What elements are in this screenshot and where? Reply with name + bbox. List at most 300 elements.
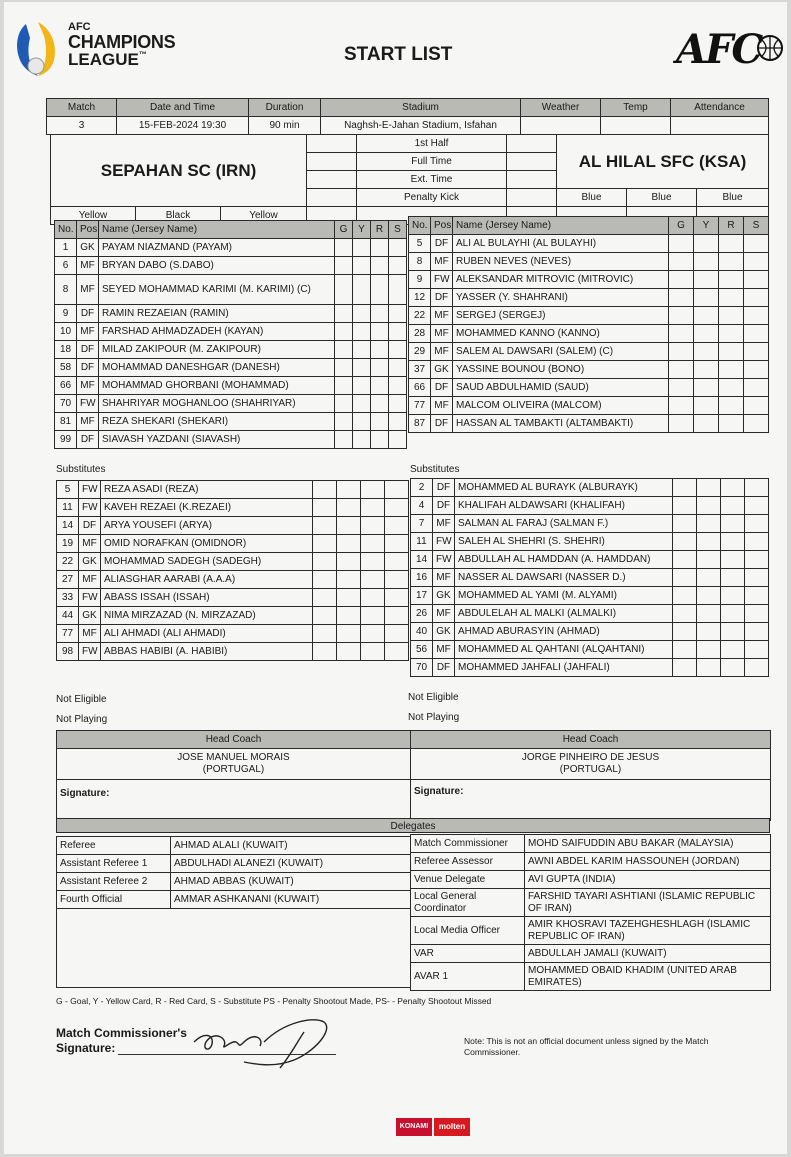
player-number: 9: [409, 271, 431, 289]
away-not-eligible: Not Eligible: [408, 692, 459, 703]
delegate-row: [411, 917, 771, 945]
stat-cell-s: [744, 415, 769, 433]
table-row: [411, 659, 769, 677]
stat-cell-y: [697, 569, 721, 587]
match-stadium: Naghsh-E-Jahan Stadium, Isfahan: [321, 117, 521, 135]
player-name: ALEKSANDAR MITROVIC (MITROVIC): [453, 271, 669, 289]
home-player-rows: [55, 239, 407, 449]
delegate-row: [411, 963, 771, 991]
stat-cell-y: [697, 623, 721, 641]
stat-cell-g: [669, 397, 694, 415]
stat-cell-g: [669, 253, 694, 271]
table-row: [55, 275, 407, 305]
stat-cell-r: [721, 659, 745, 677]
away-coach-cell: [411, 749, 771, 780]
away-kit-socks: Blue: [697, 189, 769, 207]
stat-cell-r: [721, 605, 745, 623]
stat-cell-s: [389, 257, 407, 275]
player-position: DF: [431, 235, 453, 253]
player-name: SALEM AL DAWSARI (SALEM) (C): [453, 343, 669, 361]
stat-cell-g: [335, 257, 353, 275]
stat-cell-r: [719, 361, 744, 379]
player-position: MF: [433, 641, 455, 659]
delegate-row: [57, 873, 411, 891]
away-sub-rows: [411, 479, 769, 677]
stat-cell-s: [744, 271, 769, 289]
stat-cell-y: [353, 239, 371, 257]
stat-cell-y: [337, 517, 361, 535]
table-row: [55, 257, 407, 275]
player-number: 1: [55, 239, 77, 257]
player-name: YASSINE BOUNOU (BONO): [453, 361, 669, 379]
stat-cell-s: [744, 343, 769, 361]
delegate-role: Referee: [57, 837, 171, 855]
stat-cell-y: [697, 641, 721, 659]
player-name: SAUD ABDULHAMID (SAUD): [453, 379, 669, 397]
stat-cell-y: [353, 323, 371, 341]
player-number: 11: [57, 499, 79, 517]
col-y: Y: [694, 217, 719, 235]
header-date-time: Date and Time: [117, 99, 249, 117]
player-position: MF: [77, 377, 99, 395]
col-g: G: [335, 221, 353, 239]
stat-cell-r: [721, 569, 745, 587]
home-subs-label: Substitutes: [56, 464, 106, 475]
stat-cell-y: [353, 257, 371, 275]
delegate-row: [411, 835, 771, 853]
player-number: 9: [55, 305, 77, 323]
stat-cell-y: [337, 607, 361, 625]
player-name: MOHAMMED AL BURAYK (ALBURAYK): [455, 479, 673, 497]
period-1st-half: 1st Half: [357, 135, 507, 153]
table-row: [409, 343, 769, 361]
stat-cell-s: [745, 569, 769, 587]
table-row: [57, 499, 409, 517]
player-name: SIAVASH YAZDANI (SIAVASH): [99, 431, 335, 449]
player-position: MF: [433, 515, 455, 533]
stat-cell-g: [673, 551, 697, 569]
player-number: 70: [55, 395, 77, 413]
stat-cell-s: [385, 625, 409, 643]
stat-cell-y: [337, 589, 361, 607]
logo-tm: ™: [138, 50, 147, 59]
player-position: MF: [79, 535, 101, 553]
table-row: [55, 305, 407, 323]
player-name: MALCOM OLIVEIRA (MALCOM): [453, 397, 669, 415]
stat-cell-r: [371, 341, 389, 359]
delegates-title: Delegates: [56, 818, 770, 833]
table-row: [55, 341, 407, 359]
table-row: [409, 271, 769, 289]
player-position: FW: [77, 395, 99, 413]
delegate-name: AMMAR ASHKANANI (KUWAIT): [171, 891, 411, 909]
stat-cell-y: [694, 235, 719, 253]
table-row: [411, 497, 769, 515]
col-s: S: [389, 221, 407, 239]
player-name: MOHAMMAD SADEGH (SADEGH): [101, 553, 313, 571]
stat-cell-g: [335, 341, 353, 359]
stat-cell-r: [721, 623, 745, 641]
delegate-row: [411, 853, 771, 871]
player-name: RUBEN NEVES (NEVES): [453, 253, 669, 271]
player-number: 2: [411, 479, 433, 497]
stat-cell-s: [389, 413, 407, 431]
player-position: FW: [431, 271, 453, 289]
stat-cell-y: [337, 499, 361, 517]
player-position: FW: [79, 481, 101, 499]
stat-cell-s: [389, 395, 407, 413]
delegate-role: Assistant Referee 1: [57, 855, 171, 873]
stat-cell-y: [694, 343, 719, 361]
delegate-name: AHMAD ALALI (KUWAIT): [171, 837, 411, 855]
player-number: 33: [57, 589, 79, 607]
stat-cell-g: [335, 323, 353, 341]
stat-cell-r: [719, 325, 744, 343]
col-pos: Pos: [431, 217, 453, 235]
stat-cell-y: [694, 271, 719, 289]
stat-cell-r: [371, 413, 389, 431]
stat-cell-y: [337, 481, 361, 499]
player-position: DF: [433, 497, 455, 515]
stat-cell-s: [385, 499, 409, 517]
delegate-name: AHMAD ABBAS (KUWAIT): [171, 873, 411, 891]
player-number: 7: [411, 515, 433, 533]
player-position: FW: [433, 551, 455, 569]
stat-cell-s: [385, 553, 409, 571]
stat-cell-r: [371, 323, 389, 341]
player-name: SALEH AL SHEHRI (S. SHEHRI): [455, 533, 673, 551]
delegate-name: MOHAMMED OBAID KHADIM (UNITED ARAB EMIRATES): [525, 963, 771, 991]
home-team-name: SEPAHAN SC (IRN): [51, 135, 307, 207]
legend-text: G - Goal, Y - Yellow Card, R - Red Card, S - Substitute PS - Penalty Shootout Made, PS- - Penalty Shootout Missed: [56, 996, 492, 1006]
player-number: 18: [55, 341, 77, 359]
stat-cell-y: [353, 377, 371, 395]
stat-cell-r: [371, 239, 389, 257]
afc-logo: [676, 26, 786, 76]
player-name: YASSER (Y. SHAHRANI): [453, 289, 669, 307]
stat-cell-g: [313, 481, 337, 499]
player-name: ALI AL BULAYHI (AL BULAYHI): [453, 235, 669, 253]
header-weather: Weather: [521, 99, 601, 117]
stat-cell-s: [389, 431, 407, 449]
stat-cell-y: [694, 361, 719, 379]
delegate-row: [57, 837, 411, 855]
table-row: [409, 361, 769, 379]
stat-cell-y: [353, 341, 371, 359]
stat-cell-y: [694, 397, 719, 415]
player-position: MF: [77, 257, 99, 275]
period-full-time: Full Time: [357, 153, 507, 171]
afc-logo-text: AFC: [676, 26, 762, 73]
table-row: [409, 379, 769, 397]
stat-cell-y: [697, 587, 721, 605]
delegate-role: Match Commissioner: [411, 835, 525, 853]
delegate-name: FARSHID TAYARI ASHTIANI (ISLAMIC REPUBLIC OF IRAN): [525, 889, 771, 917]
player-position: MF: [79, 571, 101, 589]
stat-cell-g: [673, 587, 697, 605]
player-position: MF: [433, 605, 455, 623]
stat-cell-r: [721, 587, 745, 605]
stat-cell-r: [719, 271, 744, 289]
table-row: [411, 515, 769, 533]
table-row: [55, 413, 407, 431]
stat-cell-s: [389, 305, 407, 323]
stat-cell-g: [335, 275, 353, 305]
player-position: FW: [79, 589, 101, 607]
stat-cell-r: [361, 535, 385, 553]
acl-trophy-icon: [8, 18, 64, 80]
home-sub-rows: [57, 481, 409, 661]
stat-cell-s: [389, 239, 407, 257]
header-duration: Duration: [249, 99, 321, 117]
delegate-role: VAR: [411, 945, 525, 963]
player-position: GK: [431, 361, 453, 379]
player-number: 8: [55, 275, 77, 305]
col-r: R: [371, 221, 389, 239]
player-name: MILAD ZAKIPOUR (M. ZAKIPOUR): [99, 341, 335, 359]
player-number: 56: [411, 641, 433, 659]
player-number: 12: [409, 289, 431, 307]
stat-cell-r: [361, 499, 385, 517]
stat-cell-g: [673, 515, 697, 533]
stat-cell-r: [361, 643, 385, 661]
stat-cell-r: [719, 343, 744, 361]
table-row: [409, 289, 769, 307]
delegate-name: MOHD SAIFUDDIN ABU BAKAR (MALAYSIA): [525, 835, 771, 853]
stat-cell-g: [669, 415, 694, 433]
table-row: [55, 323, 407, 341]
player-name: ABASS ISSAH (ISSAH): [101, 589, 313, 607]
player-number: 5: [409, 235, 431, 253]
player-name: FARSHAD AHMADZADEH (KAYAN): [99, 323, 335, 341]
stat-cell-g: [313, 589, 337, 607]
player-number: 99: [55, 431, 77, 449]
player-name: MOHAMMED KANNO (KANNO): [453, 325, 669, 343]
delegate-row: [57, 855, 411, 873]
stat-cell-y: [337, 625, 361, 643]
table-row: [411, 569, 769, 587]
stat-cell-s: [745, 623, 769, 641]
delegate-name: AMIR KHOSRAVI TAZEHGHESHLAGH (ISLAMIC REPUBLIC OF IRAN): [525, 917, 771, 945]
delegate-role: Referee Assessor: [411, 853, 525, 871]
player-number: 66: [409, 379, 431, 397]
stat-cell-r: [719, 397, 744, 415]
table-row: [57, 625, 409, 643]
player-name: ABDULELAH AL MALKI (ALMALKI): [455, 605, 673, 623]
player-position: MF: [431, 253, 453, 271]
player-position: DF: [77, 341, 99, 359]
stat-cell-g: [673, 479, 697, 497]
stat-cell-s: [389, 377, 407, 395]
stat-cell-s: [745, 551, 769, 569]
period-ext-time: Ext. Time: [357, 171, 507, 189]
stat-cell-r: [371, 431, 389, 449]
home-kit-shirt: Yellow: [51, 207, 136, 225]
col-g: G: [669, 217, 694, 235]
player-number: 10: [55, 323, 77, 341]
player-number: 29: [409, 343, 431, 361]
stat-cell-g: [335, 395, 353, 413]
stat-cell-y: [697, 659, 721, 677]
logo-champions-text: CHAMPIONS: [68, 32, 176, 52]
match-duration: 90 min: [249, 117, 321, 135]
stat-cell-y: [694, 253, 719, 271]
player-number: 28: [409, 325, 431, 343]
delegate-role: Assistant Referee 2: [57, 873, 171, 891]
header-temp: Temp: [601, 99, 671, 117]
stat-cell-s: [745, 497, 769, 515]
sponsor-molten: [434, 1118, 470, 1136]
player-name: HASSAN AL TAMBAKTI (ALTAMBAKTI): [453, 415, 669, 433]
logo-afc-text: AFC: [68, 21, 91, 33]
stat-cell-g: [669, 379, 694, 397]
delegate-name: ABDULLAH JAMALI (KUWAIT): [525, 945, 771, 963]
player-number: 17: [411, 587, 433, 605]
player-name: ARYA YOUSEFI (ARYA): [101, 517, 313, 535]
stat-cell-y: [353, 305, 371, 323]
home-not-eligible: Not Eligible: [56, 694, 107, 705]
player-position: DF: [431, 379, 453, 397]
col-no: No.: [55, 221, 77, 239]
player-number: 22: [409, 307, 431, 325]
stat-cell-s: [385, 481, 409, 499]
home-kit-socks: Yellow: [221, 207, 307, 225]
stat-cell-y: [694, 289, 719, 307]
delegate-role: Venue Delegate: [411, 871, 525, 889]
player-number: 5: [57, 481, 79, 499]
away-player-rows: [409, 235, 769, 433]
stat-cell-y: [697, 497, 721, 515]
player-number: 81: [55, 413, 77, 431]
delegates-left-blank: [56, 908, 411, 988]
table-row: [57, 589, 409, 607]
player-name: MOHAMMAD DANESHGAR (DANESH): [99, 359, 335, 377]
stat-cell-r: [371, 359, 389, 377]
stat-cell-g: [313, 499, 337, 517]
stat-cell-g: [669, 325, 694, 343]
away-signature-label: Signature:: [411, 780, 771, 821]
stat-cell-s: [389, 359, 407, 377]
header-attendance: Attendance: [671, 99, 769, 117]
player-number: 19: [57, 535, 79, 553]
player-position: MF: [431, 307, 453, 325]
delegate-role: AVAR 1: [411, 963, 525, 991]
table-row: [411, 551, 769, 569]
player-name: ABBAS HABIBI (A. HABIBI): [101, 643, 313, 661]
table-row: [55, 395, 407, 413]
stat-cell-y: [353, 275, 371, 305]
stat-cell-g: [673, 569, 697, 587]
page-title: START LIST: [344, 44, 453, 65]
player-position: GK: [77, 239, 99, 257]
player-position: MF: [77, 323, 99, 341]
stat-cell-y: [697, 533, 721, 551]
stat-cell-s: [744, 289, 769, 307]
player-name: KHALIFAH ALDAWSARI (KHALIFAH): [455, 497, 673, 515]
stat-cell-s: [385, 589, 409, 607]
stat-cell-g: [313, 553, 337, 571]
stat-cell-g: [335, 239, 353, 257]
away-team-name: AL HILAL SFC (KSA): [557, 135, 769, 189]
player-name: REZA ASADI (REZA): [101, 481, 313, 499]
player-name: MOHAMMAD GHORBANI (MOHAMMAD): [99, 377, 335, 395]
stat-cell-y: [353, 413, 371, 431]
table-row: [55, 359, 407, 377]
stat-cell-s: [744, 307, 769, 325]
stat-cell-r: [371, 395, 389, 413]
table-row: [409, 415, 769, 433]
table-row: [411, 641, 769, 659]
away-coach-country: (PORTUGAL): [559, 764, 622, 775]
stat-cell-r: [361, 625, 385, 643]
home-subs-table: [56, 480, 409, 661]
stat-cell-y: [694, 307, 719, 325]
player-name: OMID NORAFKAN (OMIDNOR): [101, 535, 313, 553]
stat-cell-s: [745, 641, 769, 659]
stat-cell-y: [353, 395, 371, 413]
table-row: [57, 481, 409, 499]
player-position: FW: [79, 643, 101, 661]
col-s: S: [744, 217, 769, 235]
table-row: [55, 431, 407, 449]
stat-cell-y: [694, 415, 719, 433]
match-info-table: [46, 98, 769, 135]
delegates-right-table: [410, 834, 771, 991]
stat-cell-s: [745, 605, 769, 623]
player-number: 66: [55, 377, 77, 395]
stat-cell-r: [719, 253, 744, 271]
player-name: ABDULLAH AL HAMDDAN (A. HAMDDAN): [455, 551, 673, 569]
header-match: Match: [47, 99, 117, 117]
stat-cell-r: [719, 289, 744, 307]
away-kit-shirt: Blue: [557, 189, 627, 207]
stat-cell-r: [361, 553, 385, 571]
stat-cell-s: [385, 517, 409, 535]
player-name: AHMAD ABURASYIN (AHMAD): [455, 623, 673, 641]
player-position: FW: [433, 533, 455, 551]
player-position: DF: [77, 359, 99, 377]
player-position: GK: [79, 553, 101, 571]
player-number: 37: [409, 361, 431, 379]
delegate-role: Local General Coordinator: [411, 889, 525, 917]
stat-cell-r: [371, 257, 389, 275]
stat-cell-g: [673, 533, 697, 551]
stat-cell-y: [337, 553, 361, 571]
player-name: SALMAN AL FARAJ (SALMAN F.): [455, 515, 673, 533]
stat-cell-s: [745, 659, 769, 677]
mc-signature-label-1: Match Commissioner's: [56, 1026, 187, 1040]
delegates-right-rows: [411, 835, 771, 991]
delegates-left-rows: [57, 837, 411, 909]
delegate-row: [411, 889, 771, 917]
stat-cell-y: [337, 535, 361, 553]
away-subs-label: Substitutes: [410, 464, 460, 475]
player-name: BRYAN DABO (S.DABO): [99, 257, 335, 275]
player-position: MF: [431, 325, 453, 343]
stat-cell-r: [371, 275, 389, 305]
stat-cell-r: [721, 515, 745, 533]
player-number: 77: [409, 397, 431, 415]
stat-cell-s: [744, 361, 769, 379]
stat-cell-s: [389, 323, 407, 341]
period-penalty-kick: Penalty Kick: [357, 189, 507, 207]
stat-cell-y: [353, 359, 371, 377]
stat-cell-y: [353, 431, 371, 449]
player-position: MF: [431, 397, 453, 415]
delegate-name: AWNI ABDEL KARIM HASSOUNEH (JORDAN): [525, 853, 771, 871]
table-row: [411, 605, 769, 623]
match-datetime: 15-FEB-2024 19:30: [117, 117, 249, 135]
